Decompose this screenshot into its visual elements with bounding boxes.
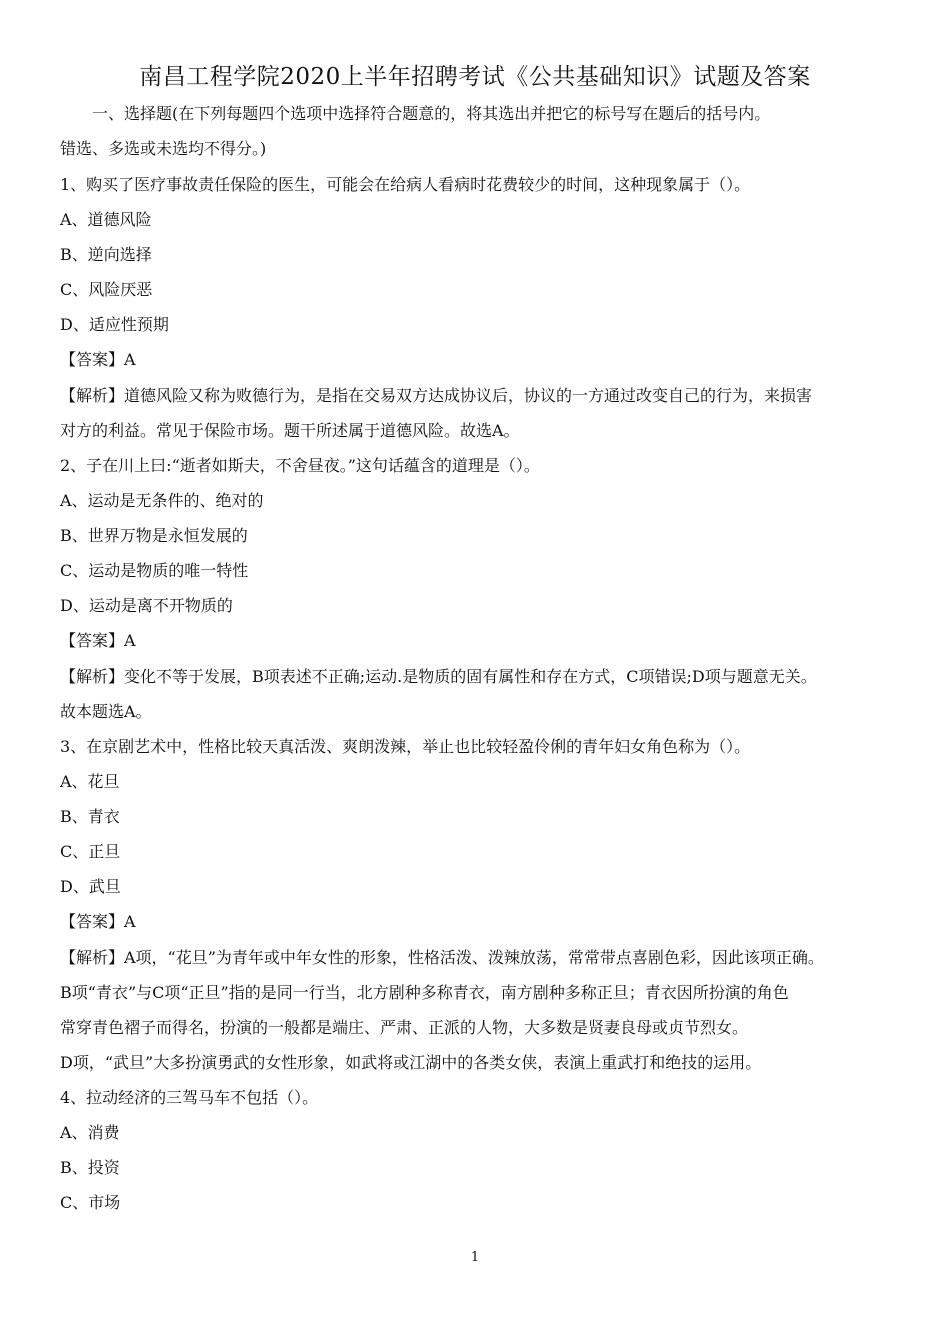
question-3-analysis-cont: D项，“武旦”大多扮演勇武的女性形象，如武将或江湖中的各类女侠，表演上重武打和绝技的运用。 <box>60 1053 762 1072</box>
page-number: 1 <box>470 1250 480 1265</box>
question-3-analysis: 【解析】A项，“花旦”为青年或中年女性的形象，性格活泼、泼辣放荡，常常带点喜剧色彩，因此该项正确。 <box>60 948 824 967</box>
document-title: 南昌工程学院2020上半年招聘考试《公共基础知识》试题及答案 <box>139 64 811 90</box>
question-2-option-b: B、世界万物是永恒发展的 <box>60 526 248 545</box>
question-1-option-d: D、适应性预期 <box>60 315 169 334</box>
question-1-analysis: 【解析】道德风险又称为败德行为，是指在交易双方达成协议后，协议的一方通过改变自己的行为，来损害 <box>60 386 813 405</box>
question-3-answer: 【答案】A <box>60 912 136 931</box>
question-1-analysis-cont: 对方的利益。常见于保险市场。题干所述属于道德风险。故选A。 <box>60 421 520 440</box>
section-intro: 一、选择题(在下列每题四个选项中选择符合题意的，将其选出并把它的标号写在题后的括号内。 <box>92 104 771 123</box>
question-2-option-c: C、运动是物质的唯一特性 <box>60 561 249 580</box>
question-3-analysis-cont: 常穿青色褶子而得名，扮演的一般都是端庄、严肃、正派的人物，大多数是贤妻良母或贞节烈女。 <box>60 1018 749 1037</box>
question-4-option-b: B、投资 <box>60 1158 120 1177</box>
question-4-option-a: A、消费 <box>60 1123 120 1142</box>
question-3-analysis-cont: B项“青衣”与C项“正旦”指的是同一行当，北方剧种多称青衣，南方剧种多称正旦；青衣因所扮演的角色 <box>60 983 789 1002</box>
question-2-analysis-cont: 故本题选A。 <box>60 702 152 721</box>
question-1-stem: 1、购买了医疗事故责任保险的医生，可能会在给病人看病时花费较少的时间，这种现象属于（）。 <box>60 175 751 194</box>
question-2-analysis: 【解析】变化不等于发展，B项表述不正确;运动.是物质的固有属性和存在方式，C项错误;D项与题意无关。 <box>60 667 817 686</box>
question-2-stem: 2、子在川上曰:“逝者如斯夫，不舍昼夜。”这句话蕴含的道理是（）。 <box>60 456 540 475</box>
question-1-answer: 【答案】A <box>60 350 136 369</box>
question-3-option-b: B、青衣 <box>60 807 120 826</box>
question-3-option-c: C、正旦 <box>60 842 121 861</box>
question-4-stem: 4、拉动经济的三驾马车不包括（）。 <box>60 1088 319 1107</box>
question-2-answer: 【答案】A <box>60 631 136 650</box>
question-1-option-b: B、逆向选择 <box>60 245 152 264</box>
section-intro-cont: 错选、多选或未选均不得分。) <box>60 139 267 158</box>
question-3-option-a: A、花旦 <box>60 772 120 791</box>
question-2-option-a: A、运动是无条件的、绝对的 <box>60 491 264 510</box>
question-3-option-d: D、武旦 <box>60 877 121 896</box>
question-3-stem: 3、在京剧艺术中，性格比较天真活泼、爽朗泼辣，举止也比较轻盈伶俐的青年妇女角色称为（）。 <box>60 737 751 756</box>
question-2-option-d: D、运动是离不开物质的 <box>60 596 233 615</box>
question-4-option-c: C、市场 <box>60 1193 121 1212</box>
question-1-option-a: A、道德风险 <box>60 210 152 229</box>
question-1-option-c: C、风险厌恶 <box>60 280 153 299</box>
